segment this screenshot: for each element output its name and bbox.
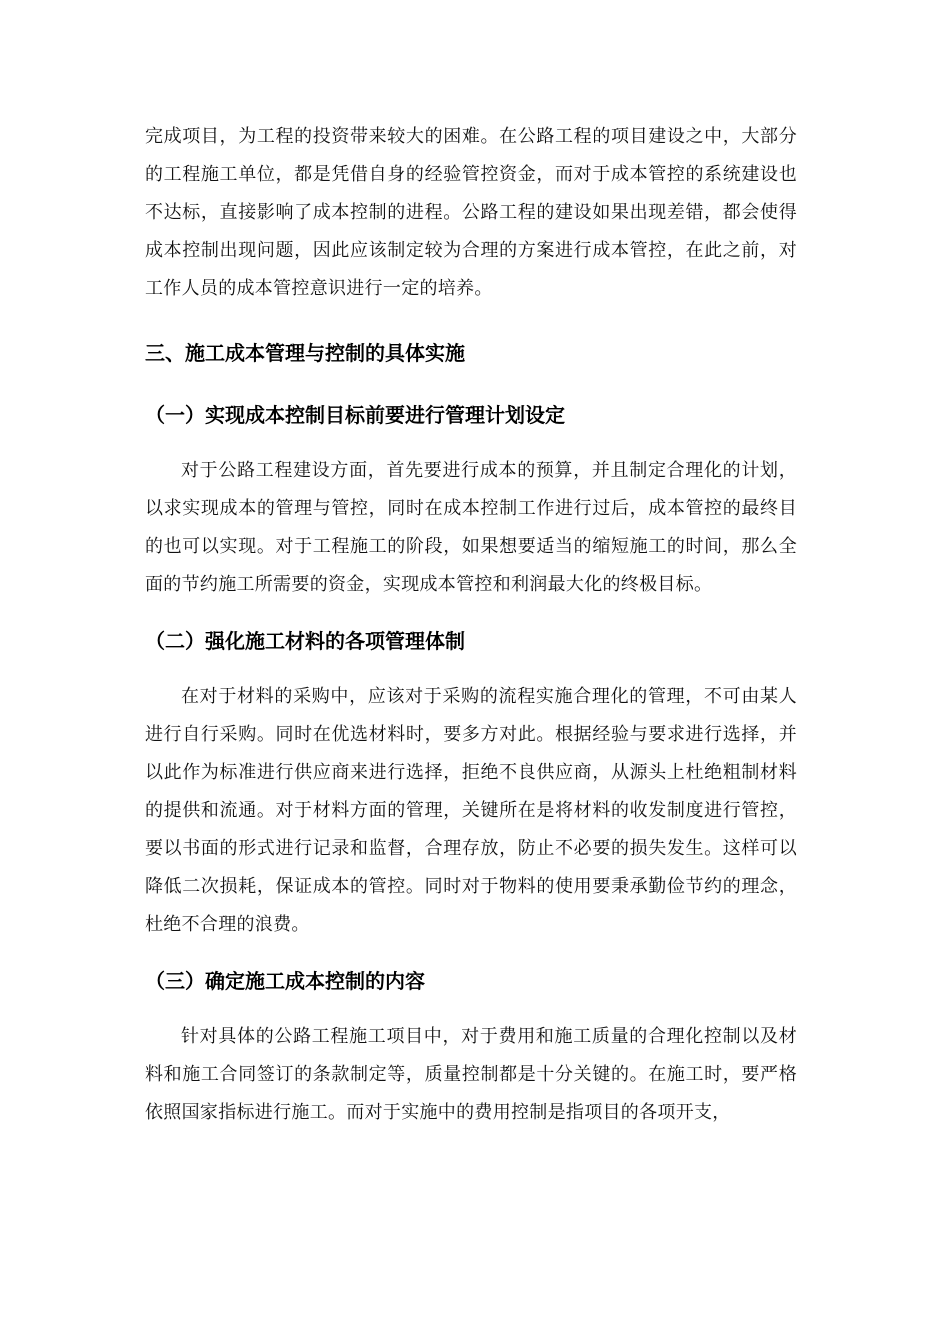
subsection-heading-3: （三）确定施工成本控制的内容 [145,969,425,993]
spacer [145,430,797,452]
subsection-heading-1: （一）实现成本控制目标前要进行管理计划设定 [145,403,565,427]
spacer [145,368,797,400]
spacer [145,308,797,338]
paragraph-materials: 在对于材料的采购中，应该对于采购的流程实施合理化的管理，不可由某人进行自行采购。同时在优选材料时，要多方对此。根据经验与要求进行选择，并以此作为标准进行供应商来进行选择，拒绝不良供应商，从源头上杜绝粗制材料的提供和流通。对于材料方面的管理，关键所在是将材料的收发制度进行管控，要以书面的形式进行记录和监督，合理存放，防止不必要的损失发生。这样可以降低二次损耗，保证成本的管控。同时对于物料的使用要秉承勤俭节约的理念，杜绝不合理的浪费。 [145,686,797,935]
spacer [145,604,797,626]
spacer [145,996,797,1018]
subsection-heading-2: （二）强化施工材料的各项管理体制 [145,629,465,653]
paragraph-plan: 对于公路工程建设方面，首先要进行成本的预算，并且制定合理化的计划，以求实现成本的管理与管控，同时在成本控制工作进行过后，成本管控的最终目的也可以实现。对于工程施工的阶段，如果想要适当的缩短施工的时间，那么全面的节约施工所需要的资金，实现成本管控和利润最大化的终极目标。 [145,460,797,595]
paragraph-content: 针对具体的公路工程施工项目中，对于费用和施工质量的合理化控制以及材料和施工合同签订的条款制定等，质量控制都是十分关键的。在施工时，要严格依照国家指标进行施工。而对于实施中的费用控制是指项目的各项开支， [145,1026,797,1123]
paragraph-continued: 完成项目，为工程的投资带来较大的困难。在公路工程的项目建设之中，大部分的工程施工单位，都是凭借自身的经验管控资金，而对于成本管控的系统建设也不达标，直接影响了成本控制的进程。公路工程的建设如果出现差错，都会使得成本控制出现问题，因此应该制定较为合理的方案进行成本管控，在此之前，对工作人员的成本管控意识进行一定的培养。 [145,126,797,299]
spacer [145,656,797,678]
section-heading: 三、施工成本管理与控制的具体实施 [145,341,465,365]
spacer [145,944,797,966]
page-content [145,118,797,1132]
